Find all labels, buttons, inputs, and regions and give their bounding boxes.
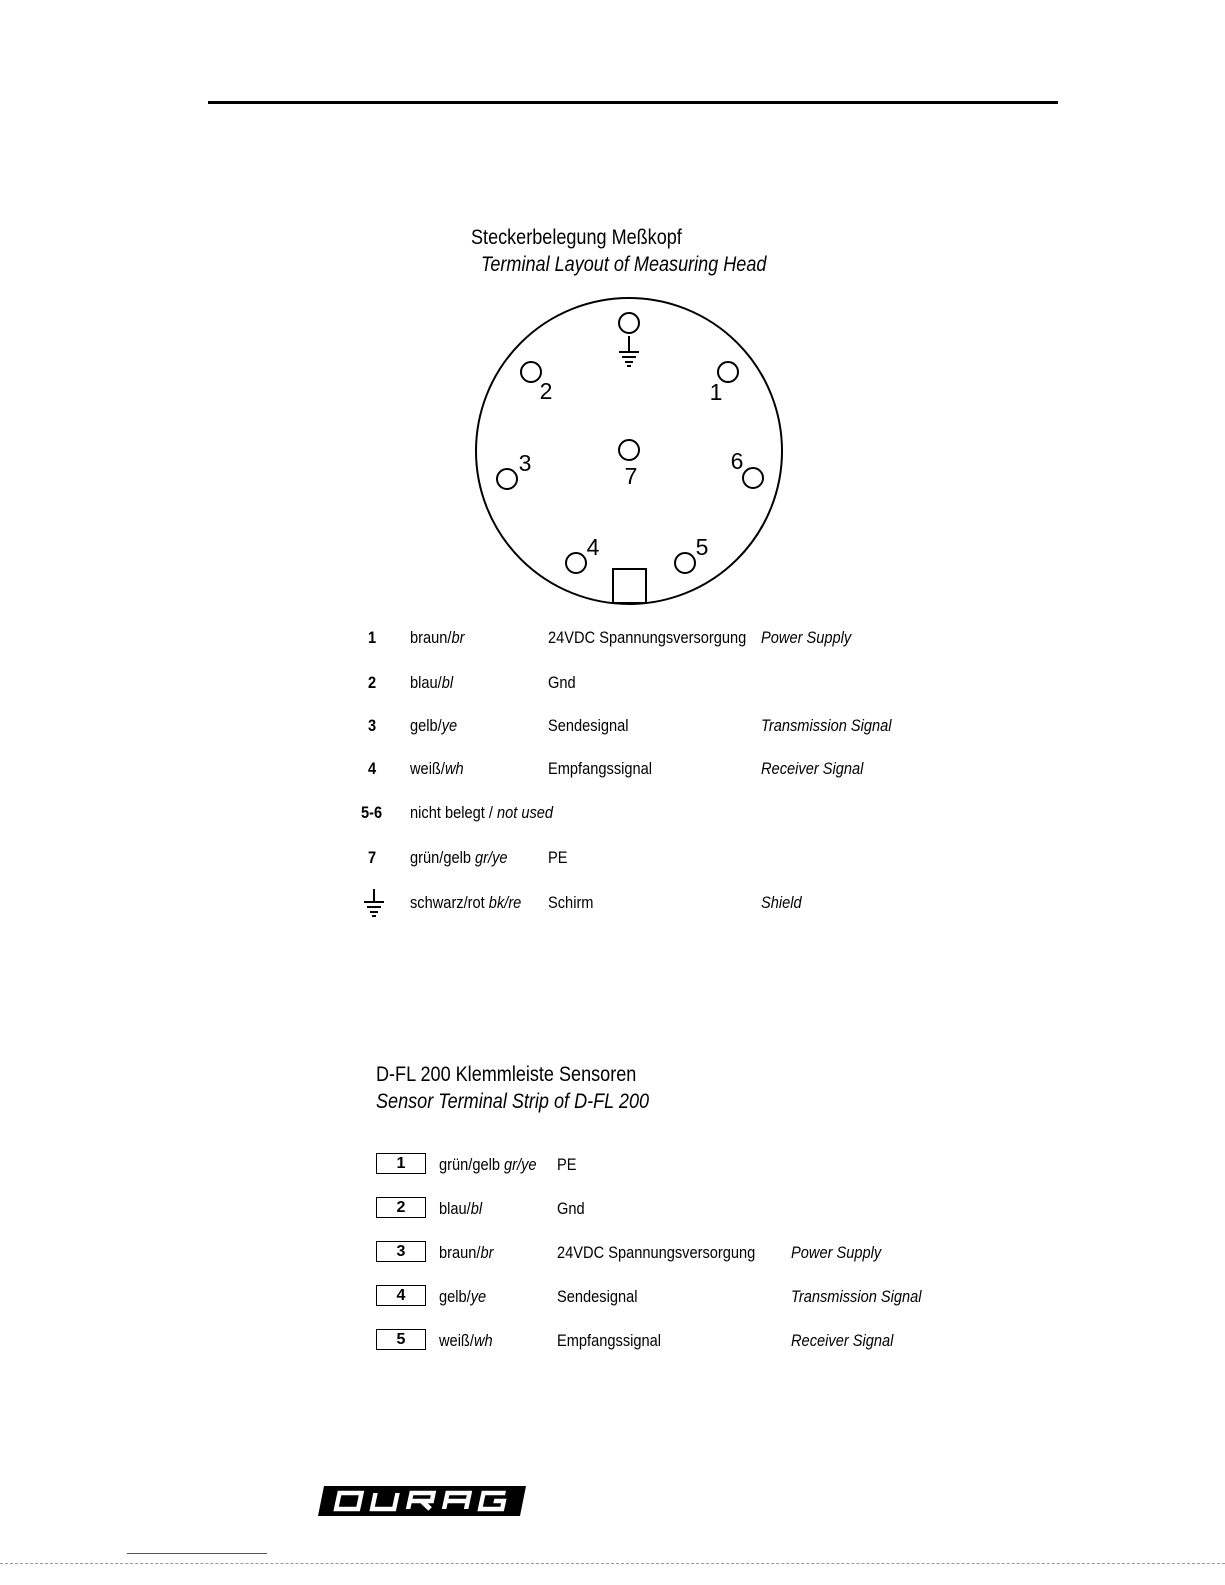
pin-number: 3 (368, 716, 377, 735)
pin-table-row (0, 758, 1225, 780)
function-de: PE (548, 848, 568, 867)
wire-color: nicht belegt / not used (410, 803, 554, 822)
connector-key-notch (613, 569, 646, 603)
terminal-row (0, 1242, 1225, 1264)
pin-2-label: 2 (539, 378, 553, 404)
function-en: Power Supply (791, 1243, 882, 1262)
pin-6-label: 6 (730, 448, 744, 474)
pin-table-row (0, 627, 1225, 649)
function-en: Receiver Signal (791, 1331, 894, 1350)
pin-3-hole (497, 469, 517, 489)
wire-color: grün/gelb gr/ye (439, 1155, 537, 1174)
pin-table-row (0, 802, 1225, 824)
function-en: Transmission Signal (761, 716, 892, 735)
function-de: Empfangssignal (557, 1331, 662, 1350)
page-edge-dotted-line (0, 1563, 1225, 1564)
pin-3-label: 3 (518, 450, 532, 476)
pin-4-hole (566, 553, 586, 573)
pin-6-hole (743, 468, 763, 488)
connector-diagram (470, 290, 790, 610)
terminal-number-box: 4 (376, 1285, 426, 1306)
terminal-row (0, 1286, 1225, 1308)
function-de: Gnd (548, 673, 576, 692)
wire-color: grün/gelb gr/ye (410, 848, 508, 867)
pin-number: 2 (368, 673, 377, 692)
terminal-number-box: 1 (376, 1153, 426, 1174)
wire-color: braun/br (439, 1243, 494, 1262)
pin-2-hole (521, 362, 541, 382)
footer-link-underline (127, 1553, 267, 1554)
pin-1-label: 1 (709, 379, 723, 405)
function-de: Schirm (548, 893, 594, 912)
pin-number: 7 (368, 848, 377, 867)
function-en: Shield (761, 893, 802, 912)
wire-color: weiß/wh (439, 1331, 493, 1350)
wire-color: braun/br (410, 628, 465, 647)
wire-color: schwarz/rot bk/re (410, 893, 522, 912)
function-de: Empfangssignal (548, 759, 653, 778)
function-en: Power Supply (761, 628, 852, 647)
pin-table-row (0, 892, 1225, 914)
wire-color: blau/bl (439, 1199, 483, 1218)
durag-logo-icon (318, 1486, 526, 1516)
terminal-number-box: 3 (376, 1241, 426, 1262)
function-de: Sendesignal (557, 1287, 638, 1306)
pin-5-hole (675, 553, 695, 573)
pin-ground-hole (619, 313, 639, 333)
wire-color: gelb/ye (410, 716, 458, 735)
terminal-row (0, 1330, 1225, 1352)
wire-color: gelb/ye (439, 1287, 487, 1306)
terminal-row (0, 1154, 1225, 1176)
wire-color: blau/bl (410, 673, 454, 692)
function-de: Sendesignal (548, 716, 629, 735)
function-de: 24VDC Spannungsversorgung (557, 1243, 756, 1262)
connector-title-de: Steckerbelegung Meßkopf (471, 226, 682, 249)
pin-5-label: 5 (695, 534, 709, 560)
header-rule (208, 101, 1058, 104)
function-en: Receiver Signal (761, 759, 864, 778)
pin-7-label: 7 (624, 463, 638, 489)
function-de: Gnd (557, 1199, 585, 1218)
terminal-strip-title-de: D-FL 200 Klemmleiste Sensoren (376, 1063, 637, 1086)
ground-symbol-icon (619, 336, 639, 366)
function-de: 24VDC Spannungsversorgung (548, 628, 747, 647)
function-de: PE (557, 1155, 577, 1174)
terminal-strip-title-en: Sensor Terminal Strip of D-FL 200 (376, 1090, 650, 1113)
pin-number: 1 (368, 628, 377, 647)
pin-table-row (0, 715, 1225, 737)
pin-table-row (0, 847, 1225, 869)
ground-symbol-icon (362, 889, 386, 919)
wire-color: weiß/wh (410, 759, 464, 778)
pin-number: 4 (368, 759, 377, 778)
pin-7-hole (619, 440, 639, 460)
function-en: Transmission Signal (791, 1287, 922, 1306)
terminal-row (0, 1198, 1225, 1220)
terminal-number-box: 5 (376, 1329, 426, 1350)
pin-number: 5-6 (361, 803, 383, 822)
pin-4-label: 4 (586, 534, 600, 560)
pin-table-row (0, 672, 1225, 694)
terminal-number-box: 2 (376, 1197, 426, 1218)
connector-title-en: Terminal Layout of Measuring Head (481, 253, 767, 276)
